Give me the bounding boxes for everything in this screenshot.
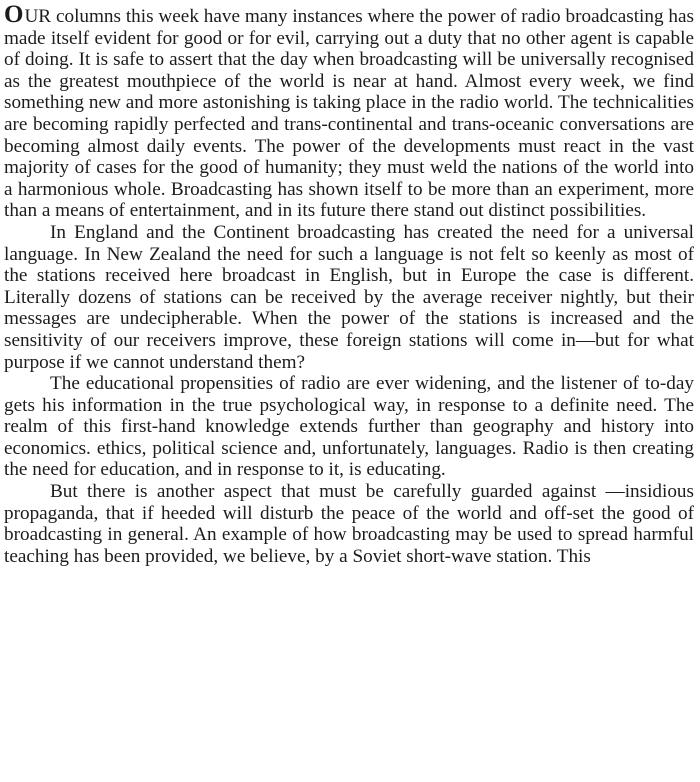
paragraph-2: In England and the Continent broadcasting has created the need for a universal language. In New Zealand the need for such a language is not felt so keenly as most of the stations received here broadcast in English, but in Europe the case is different. Literally dozens of stations can be received by the average receiver nightly, but their messages are undecipherable. When the power of the stations is increased and the sensitivity of our receivers improve, these foreign stations will come in—but for what purpose if we cannot understand them? bbox=[4, 221, 694, 373]
paragraph-4: But there is another aspect that must be carefully guarded against —insidious propaganda, that if heeded will disturb the peace of the world and off-set the good of broadcasting in general. An example of how broadcasting may be used to spread harmful teaching has been provided, we believe, by a Soviet short-wave station. This bbox=[4, 481, 694, 567]
drop-cap: O bbox=[4, 1, 24, 28]
paragraph-3: The educational propensities of radio are ever widening, and the listener of to-day gets his information in the true psychological way, in response to a definite need. The realm of this first-hand knowledge extends further than geography and history into economics. ethics, political science and, unfortunately, languages. Radio is then creating the need for education, and in response to it, is educating. bbox=[4, 373, 694, 481]
paragraph-1-text: UR columns this week have many instances where the power of radio broadcasting has made itself evident for good or for evil, carrying out a duty that no other agent is capable of doing. It is safe to assert that the day when broadcasting will be universally recognised as the greatest mouthpiece of the world is near at hand. Almost every week, we find something new and more astonishing is taking place in the radio world. The technicalities are becoming rapidly perfected and trans-continental and trans-oceanic conversations are becoming almost daily events. The power of the developments must react in the vast majority of cases for the good of humanity; they must weld the nations of the world into a harmonious whole. Broadcasting has shown itself to be more than an experiment, more than a means of entertainment, and in its future there stand out distinct possibilities. bbox=[4, 6, 694, 222]
article-body bbox=[4, 1, 694, 567]
paragraph-1 bbox=[4, 1, 694, 222]
